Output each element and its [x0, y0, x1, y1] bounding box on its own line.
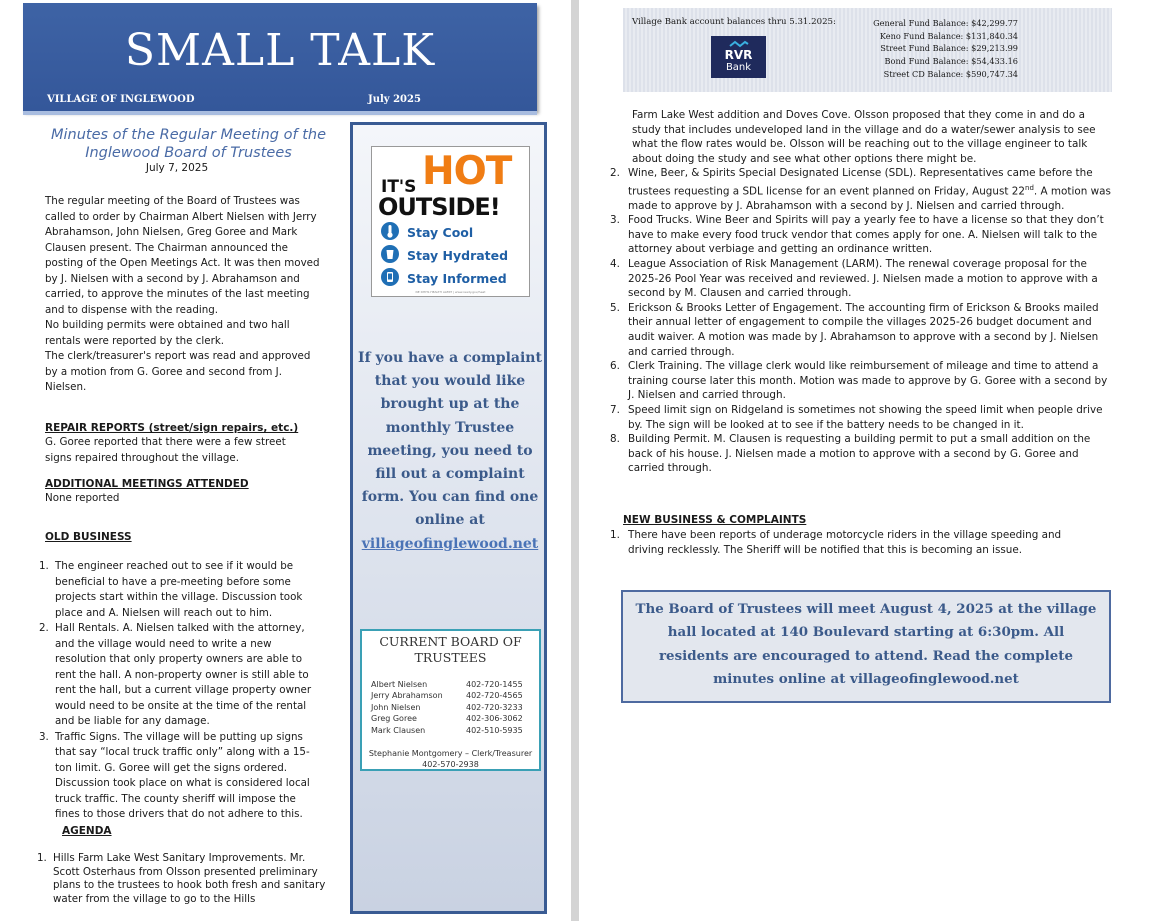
- heat-poster: [371, 146, 530, 297]
- list-item: 4. League Association of Risk Management (LARM). The renewal coverage proposal for the 2025-26 Pool Year was received and reviewed. J. Nielsen made a motion to approve with a second by M. Clausen and carried through.: [610, 258, 1098, 300]
- list-item: 1. The engineer reached out to see if it would be beneficial to have a pre-meeting before some projects start within the village. Discussion took place and A. Nielsen will reach out to him.: [39, 560, 303, 619]
- poster-tips: [381, 221, 526, 290]
- board-clerk: Stephanie Montgomery – Clerk/Treasurer 402-570-2938: [368, 749, 533, 770]
- board-member-row: Greg Goree 402-306-3062: [371, 714, 523, 724]
- minutes-intro: The regular meeting of the Board of Trustees was called to order by Chairman Albert Nielsen with Jerry Abrahamson, John Nielsen, Greg Goree and Mark Clausen present. The Chairman announced the posting of the Open Meetings Act. It was then moved by J. Nielsen with a second by J. Abrahamson and carried, to approve the minutes of the last meeting and to dispense with the reading.: [45, 195, 320, 316]
- poster-hot: HOT: [422, 149, 512, 194]
- meetings-text: None reported: [45, 492, 120, 504]
- issue-date: July 2025: [368, 94, 421, 105]
- list-item: 1. There have been reports of underage motorcycle riders in the village speeding and driving recklessly. The Sheriff will be notified that this is becoming an issue.: [610, 529, 1062, 556]
- meeting-notice: [621, 590, 1111, 703]
- minutes-title: Minutes of the Regular Meeting of the Inglewood Board of Trustees: [50, 127, 326, 161]
- list-item: 7. Speed limit sign on Ridgeland is sometimes not showing the speed limit when people drive by. The sign will be looked at to see if the battery needs to be changed in it.: [610, 403, 1103, 431]
- balance-line: Street Fund Balance: $29,213.99: [880, 43, 1018, 54]
- thermometer-icon: [381, 222, 399, 244]
- newsletter-title: SMALL TALK: [124, 25, 436, 76]
- meeting-notice-text: The Board of Trustees will meet August 4, 2025 at the village hall located at 140 Boulevard starting at 6:30pm. All residents are encouraged to attend. Read the complete minutes online at villageofinglewood.net: [635, 601, 1097, 688]
- poster-tip-row: Stay Informed: [381, 267, 526, 290]
- water-glass-icon: [381, 245, 399, 267]
- repair-text: G. Goree reported that there were a few street signs repaired throughout the village.: [45, 436, 286, 464]
- balance-line: Street CD Balance: $590,747.34: [883, 68, 1018, 79]
- board-member-row: John Nielsen 402-720-3233: [371, 702, 523, 712]
- bank-logo: RVR Bank: [711, 36, 766, 78]
- minutes-date: July 7, 2025: [145, 162, 209, 174]
- agenda-continuation: Farm Lake West addition and Doves Cove. Olsson proposed that they come in and do a study that includes undeveloped land in the village and do a water/sewer analysis to see what the flow rates would be. Olsson will be reaching out to the village engineer to talk about doing the study and see what other options there might be.: [632, 109, 1096, 165]
- list-item: 5. Erickson & Brooks Letter of Engagement. The accounting firm of Erickson & Brooks mailed their annual letter of engagement to compile the villages 2025-26 budget document and audit waiver. A motion was made by J. Abrahamson to approve with a second by J. Nielsen and carried through.: [610, 301, 1099, 358]
- poster-tip-row: Stay Cool: [381, 221, 526, 244]
- masthead: [23, 3, 537, 111]
- board-member-row: Jerry Abrahamson 402-720-4565: [371, 691, 523, 701]
- new-business-list: [610, 528, 1100, 557]
- poster-outside: OUTSIDE!: [378, 193, 500, 221]
- complaint-notice: [358, 347, 542, 556]
- list-item: 2. Wine, Beer, & Spirits Special Designated License (SDL). Representatives came before the trustees requesting a SDL license for an event planned on Friday, August 22nd. A motion was made to approve by J. Abrahamson with a second by J. Nielsen and carried through.: [610, 167, 1111, 212]
- website-link[interactable]: villageofinglewood.net: [361, 535, 539, 552]
- masthead-stripe: [23, 111, 537, 115]
- bank-caption: Village Bank account balances thru 5.31.2025:: [632, 17, 836, 27]
- minutes-treasurer: The clerk/treasurer's report was read and approved by a motion from G. Goree and second from J. Nielsen.: [45, 350, 311, 393]
- minutes-permits: No building permits were obtained and two hall rentals were reported by the clerk.: [45, 319, 290, 347]
- balance-line: Keno Fund Balance: $131,840.34: [879, 30, 1018, 41]
- list-item: 2. Hall Rentals. A. Nielsen talked with the attorney, and the village would need to write a new resolution that only property owners are able to rent the hall. A non-property owner is still able to rent the hall, but a current village property owner would need to be onsite at the time of the rental and be liable for any damage.: [39, 622, 312, 727]
- list-item: 6. Clerk Training. The village clerk would like reimbursement of mileage and time to attend a training course later this month. Motion was made to approve by G. Goree with a second by J. Nielsen and carried through.: [610, 360, 1108, 402]
- board-of-trustees-box: [360, 629, 541, 771]
- fund-balances: [820, 17, 1018, 81]
- agenda-list-right: [610, 166, 1112, 476]
- minutes-body: [45, 194, 325, 396]
- old-business-heading: OLD BUSINESS: [45, 531, 132, 543]
- poster-fine-print: NE DHHS HEALTH ALERT | www.ready.gov/heat: [415, 290, 486, 294]
- agenda-heading: AGENDA: [62, 825, 112, 837]
- repair-heading: REPAIR REPORTS (street/sign repairs, etc.): [45, 422, 299, 434]
- meetings-heading: ADDITIONAL MEETINGS ATTENDED: [45, 478, 249, 490]
- poster-tip-row: Stay Hydrated: [381, 244, 526, 267]
- balance-line: Bond Fund Balance: $54,433.16: [884, 56, 1018, 67]
- list-item: 3. Food Trucks. Wine Beer and Spirits will pay a yearly fee to have a license so that they don’t have to make every food truck vendor that comes apply for one. A. Nielsen will talk to the attorney about verbiage and getting an ordinance written.: [610, 214, 1104, 256]
- old-business-list: [39, 559, 321, 823]
- board-member-row: Albert Nielsen 402-720-1455: [371, 680, 523, 689]
- balance-line: General Fund Balance: $42,299.77: [873, 18, 1018, 28]
- list-item: 3. Traffic Signs. The village will be putting up signs that say “local truck traffic only” along with a 15-ton limit. G. Goree will get the signs ordered. Discussion took place on what is considered local truck traffic. The county sheriff will impose the fines to those drivers that do not adhere to this.: [39, 730, 310, 820]
- list-item: 1. Hills Farm Lake West Sanitary Improvements. Mr. Scott Osterhaus from Olsson presented preliminary plans to the trustees to hook both fresh and sanitary water from the village to go to the Hills: [37, 852, 326, 905]
- phone-icon: [381, 268, 399, 290]
- page-divider: [571, 0, 579, 921]
- poster-its: IT'S: [381, 177, 417, 197]
- agenda-list-left: [37, 852, 333, 906]
- village-name: VILLAGE OF INGLEWOOD: [47, 94, 195, 105]
- new-business-heading: NEW BUSINESS & COMPLAINTS: [623, 514, 807, 526]
- board-members: [371, 679, 531, 736]
- complaint-text: If you have a complaint that you would like brought up at the monthly Trustee meeting, you need to fill out a complaint form. You can find one online at: [358, 350, 542, 529]
- list-item: 8. Building Permit. M. Clausen is requesting a building permit to put a small addition on the back of his house. J. Nielsen made a motion to approve with a second by G. Goree and carried through.: [610, 433, 1091, 475]
- board-title: CURRENT BOARD OF TRUSTEES: [379, 634, 522, 665]
- board-member-row: Mark Clausen 402-510-5935: [371, 725, 523, 735]
